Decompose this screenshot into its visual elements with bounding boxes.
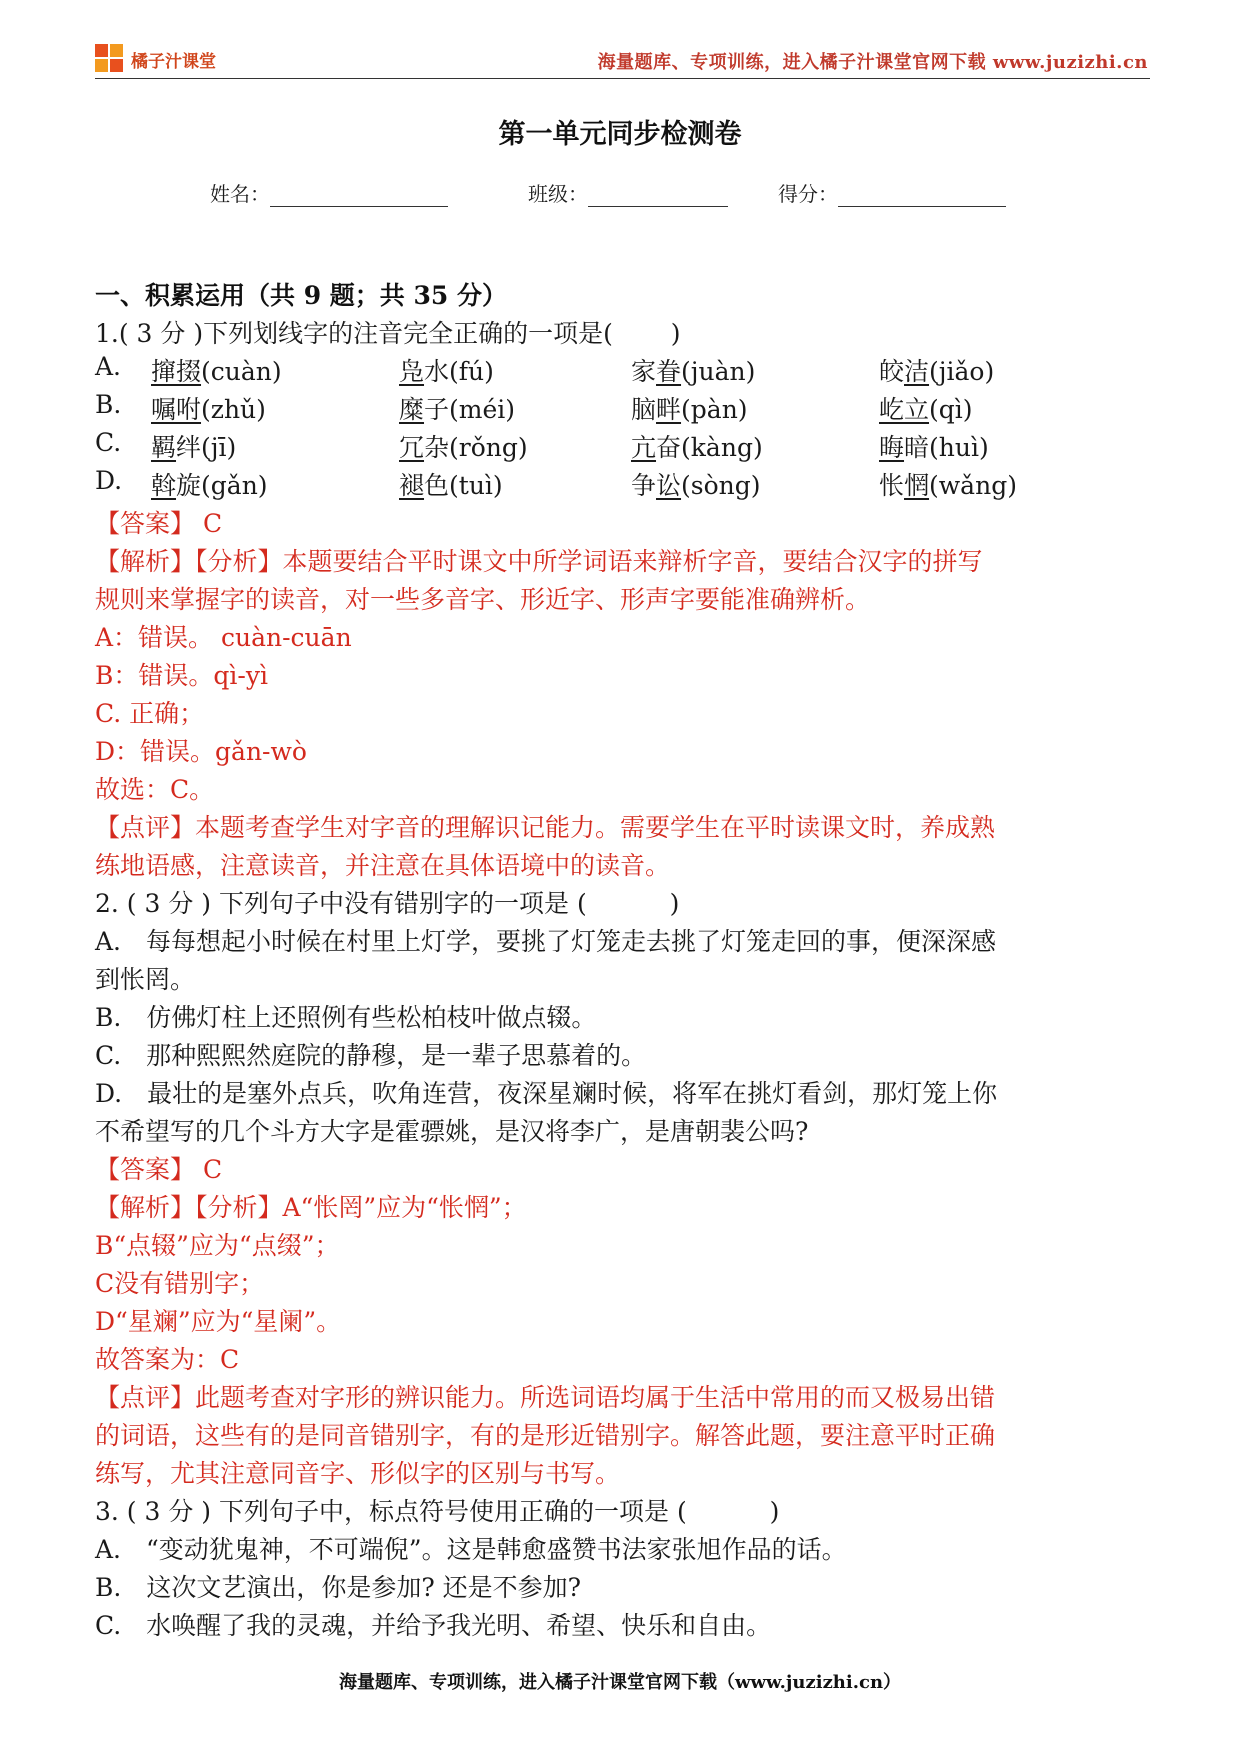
q1-comment-line-2: 练地语感，注意读音，并注意在具体语境中的读音。 [95,851,671,880]
q1-comment-line-1: 【点评】本题考查学生对字音的理解识记能力。需要学生在平时读课文时，养成熟 [95,813,996,842]
q1-word-item: 撺掇(cuàn) [151,357,282,386]
q2-comment-line-1: 【点评】此题考查对字形的辨识能力。所选词语均属于生活中常用的而又极易出错 [95,1383,996,1412]
q2-option-c: C. 那种熙熙然庭院的静穆，是一辈子思慕着的。 [95,1041,647,1070]
page-header [95,40,1150,79]
q2-option-a-line-1: A. 每每想起小时候在村里上灯学，要挑了灯笼走去挑了灯笼走回的事，便深深感 [95,927,997,956]
q2-option-b: B. 仿佛灯柱上还照例有些松柏枝叶做点辍。 [95,1003,597,1032]
underlined-character: 亢 [631,433,657,462]
q2-option-d-line-2: 不希望写的几个斗方大字是霍骠姚，是汉将李广，是唐朝裴公吗? [95,1117,809,1146]
q1-word-item: 亢奋(kàng) [631,433,763,462]
brand-logo[interactable] [95,44,216,74]
underlined-character: 洁 [904,357,930,386]
underlined-character: 冗 [399,433,425,462]
q1-word-item: 糜子(méi) [399,395,516,424]
q2-option-a-line-2: 到怅罔。 [95,965,196,994]
q1-analysis-c: C. 正确； [95,699,205,728]
q1-analysis-b: B：错误。qì-yì [95,661,268,690]
q2-comment-line-3: 练写，尤其注意同音字、形似字的区别与书写。 [95,1459,621,1488]
q1-word-item: 嘱咐(zhǔ) [151,395,266,424]
score-label: 得分： [778,182,838,206]
underlined-character: 讼 [656,471,682,500]
page-footer[interactable]: 海量题库、专项训练，进入橘子汁课堂官网下载（www.juzizhi.cn） [338,1672,902,1693]
q2-option-d-line-1: D. 最壮的是塞外点兵，吹角连营，夜深星斓时候，将军在挑灯看剑，那灯笼上你 [95,1079,998,1108]
q1-analysis-d: D：错误。gǎn-wò [95,737,307,766]
name-field[interactable] [210,178,448,207]
q1-option-label: D. [95,466,123,495]
score-blank[interactable] [838,184,1006,207]
q1-word-item: 羁绊(jī) [151,433,237,462]
q1-analysis-a: A：错误。 cuàn-cuān [95,623,352,652]
underlined-character: 撺掇 [151,357,202,386]
q1-word-item: 脑畔(pàn) [631,395,748,424]
q3-stem: 3. ( 3 分 ) 下列句子中，标点符号使用正确的一项是 ( ) [95,1497,780,1526]
q1-word-item: 冗杂(rǒng) [399,433,528,462]
q1-analysis-line-2: 规则来掌握字的读音，对一些多音字、形近字、形声字要能准确辨析。 [95,585,871,614]
underlined-character: 斡 [151,471,177,500]
q1-word-item: 晦暗(huì) [879,433,989,462]
underlined-character: 糜 [399,395,425,424]
q2-analysis-b: B“点辍”应为“点缀”； [95,1231,340,1260]
class-field[interactable] [528,178,728,207]
q3-option-c: C. 水唤醒了我的灵魂，并给予我光明、希望、快乐和自由。 [95,1611,772,1640]
q1-word-item: 家眷(juàn) [631,357,756,386]
q1-option-label: B. [95,390,122,419]
q1-word-item: 褪色(tuì) [399,471,503,500]
q1-option-label: A. [95,352,122,381]
q2-final-answer: 故答案为：C [95,1345,240,1374]
q2-answer: 【答案】 C [95,1155,223,1184]
q1-word-item: 皎洁(jiǎo) [879,357,995,386]
q1-word-item: 争讼(sòng) [631,471,761,500]
q2-analysis: 【解析】【分析】A“怅罔”应为“怅惘”； [95,1193,527,1222]
underlined-character: 惘 [904,471,930,500]
name-blank[interactable] [270,184,448,207]
q3-option-a: A. “变动犹鬼神，不可端倪”。这是韩愈盛赞书法家张旭作品的话。 [95,1535,847,1564]
underlined-character: 屹立 [879,395,930,424]
q1-answer: 【答案】 C [95,509,223,538]
q1-word-item: 怅惘(wǎng) [879,471,1017,500]
q1-choose: 故选：C。 [95,775,215,804]
section-heading: 一、积累运用（共 9 题；共 35 分） [95,281,508,310]
q1-word-item: 屹立(qì) [879,395,973,424]
q2-analysis-d: D“星斓”应为“星阑”。 [95,1307,342,1336]
class-blank[interactable] [588,184,728,207]
name-label: 姓名： [210,182,270,206]
underlined-character: 晦 [879,433,905,462]
underlined-character: 羁 [151,433,177,462]
q2-comment-line-2: 的词语，这些有的是同音错别字，有的是形近错别字。解答此题，要注意平时正确 [95,1421,996,1450]
page-title: 第一单元同步检测卷 [498,119,742,150]
q1-analysis-line-1: 【解析】【分析】本题要结合平时课文中所学词语来辩析字音，要结合汉字的拼写 [95,547,983,576]
q1-stem: 1.( 3 分 )下列划线字的注音完全正确的一项是( ) [95,319,681,348]
q1-word-item: 凫水(fú) [399,357,494,386]
logo-squares-icon [95,44,125,74]
underlined-character: 畔 [656,395,682,424]
q2-stem: 2. ( 3 分 ) 下列句子中没有错别字的一项是 ( ) [95,889,680,918]
underlined-character: 凫 [399,357,425,386]
underlined-character: 眷 [656,357,682,386]
underlined-character: 嘱咐 [151,395,202,424]
q1-word-item: 斡旋(gǎn) [151,471,268,500]
q2-analysis-c: C没有错别字； [95,1269,265,1298]
q1-option-label: C. [95,428,122,457]
q3-option-b: B. 这次文艺演出，你是参加? 还是不参加? [95,1573,582,1602]
header-slogan[interactable]: 海量题库、专项训练，进入橘子汁课堂官网下载 www.juzizhi.cn [597,52,1148,73]
score-field[interactable] [778,178,1006,207]
class-label: 班级： [528,182,588,206]
logo-text: 橘子汁课堂 [131,51,216,72]
underlined-character: 褪 [399,471,425,500]
